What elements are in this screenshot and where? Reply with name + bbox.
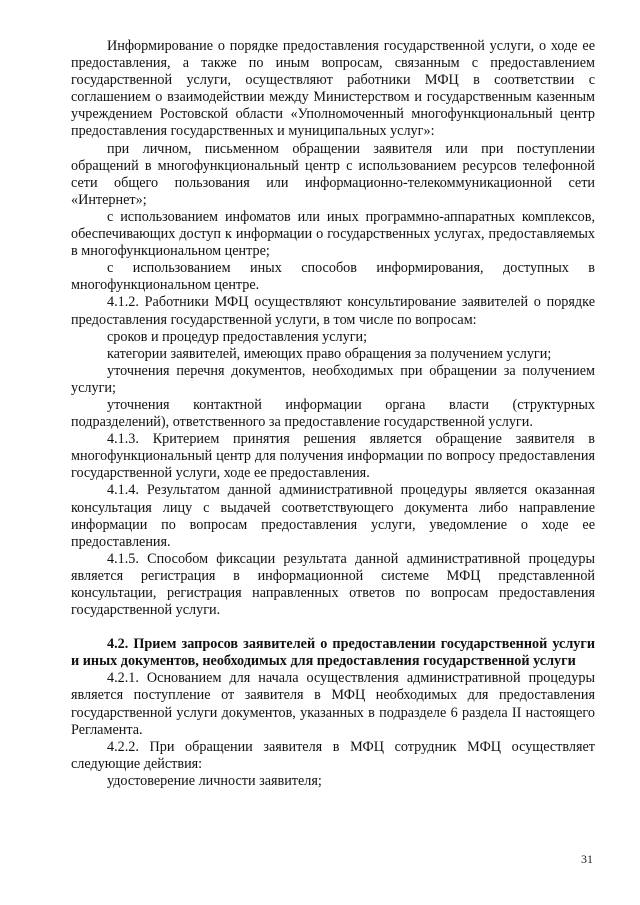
paragraph-informing: Информирование о порядке предоставления государственной услуги, о ходе ее предоставления, а также по иным вопросам, связанным с предоставлением государственной услуги, осуществляют работники МФЦ в соответствии с соглашением о взаимодействии между Министерством и государственным казенным учреждением Ростовской области «Уполномоченный многофункциональный центр предоставления государственных и муниципальных услуг»:: [71, 38, 595, 140]
paragraph-4-2-1: 4.2.1. Основанием для начала осуществления административной процедуры является поступление от заявителя в МФЦ необходимых для предоставления государственной услуги документов, указанных в подразделе 6 раздела II настоящего Регламента.: [71, 670, 595, 738]
paragraph-terms: сроков и процедур предоставления услуги;: [107, 328, 368, 345]
paragraph-personal-appeal: при личном, письменном обращении заявителя или при поступлении обращений в многофункциональный центр с использованием ресурсов телефонной сети общего пользования или информационно-телекоммуникационной сети «Интернет»;: [71, 140, 595, 208]
paragraph-other-methods: с использованием иных способов информирования, доступных в многофункциональном центре.: [71, 260, 595, 294]
paragraph-4-1-3: 4.1.3. Критерием принятия решения является обращение заявителя в многофункциональный центр для получения информации по вопросу предоставления государственной услуги, ходе ее предоставления.: [71, 431, 595, 482]
paragraph-4-1-4: 4.1.4. Результатом данной административной процедуры является оказанная консультация лицу с выдачей соответствующего документа либо направление информации по вопросам предоставления услуги, уведомление о ходе ее предоставления.: [71, 482, 595, 550]
document-page: [71, 38, 595, 790]
paragraph-4-1-5: 4.1.5. Способом фиксации результата данной административной процедуры является регистрация в информационной системе МФЦ представленной консультации, регистрация направленных ответов по вопросам предоставления государственной услуги.: [71, 550, 595, 619]
paragraph-categories: категории заявителей, имеющих право обращения за получением услуги;: [107, 345, 552, 362]
paragraph-contacts: уточнения контактной информации органа власти (структурных подразделений), ответственного за предоставление государственной услуги.: [71, 396, 595, 431]
section-gap: [71, 619, 595, 636]
paragraph-4-2-2: 4.2.2. При обращении заявителя в МФЦ сотрудник МФЦ осуществляет следующие действия:: [71, 738, 595, 772]
paragraph-4-1-2: 4.1.2. Работники МФЦ осуществляют консультирование заявителей о порядке предоставления государственной услуги, в том числе по вопросам:: [71, 294, 595, 328]
paragraph-identity: удостоверение личности заявителя;: [107, 772, 322, 789]
paragraph-infomats: с использованием инфоматов или иных программно-аппаратных комплексов, обеспечивающих доступ к информации о государственных услугах, предоставляемых в многофункциональном центре;: [71, 208, 595, 260]
section-heading-4-2: 4.2. Прием запросов заявителей о предоставлении государственной услуги и иных документов, необходимых для предоставления государственной услуги: [71, 636, 595, 670]
paragraph-documents: уточнения перечня документов, необходимых при обращении за получением услуги;: [71, 362, 595, 396]
page-number: 31: [581, 852, 593, 866]
